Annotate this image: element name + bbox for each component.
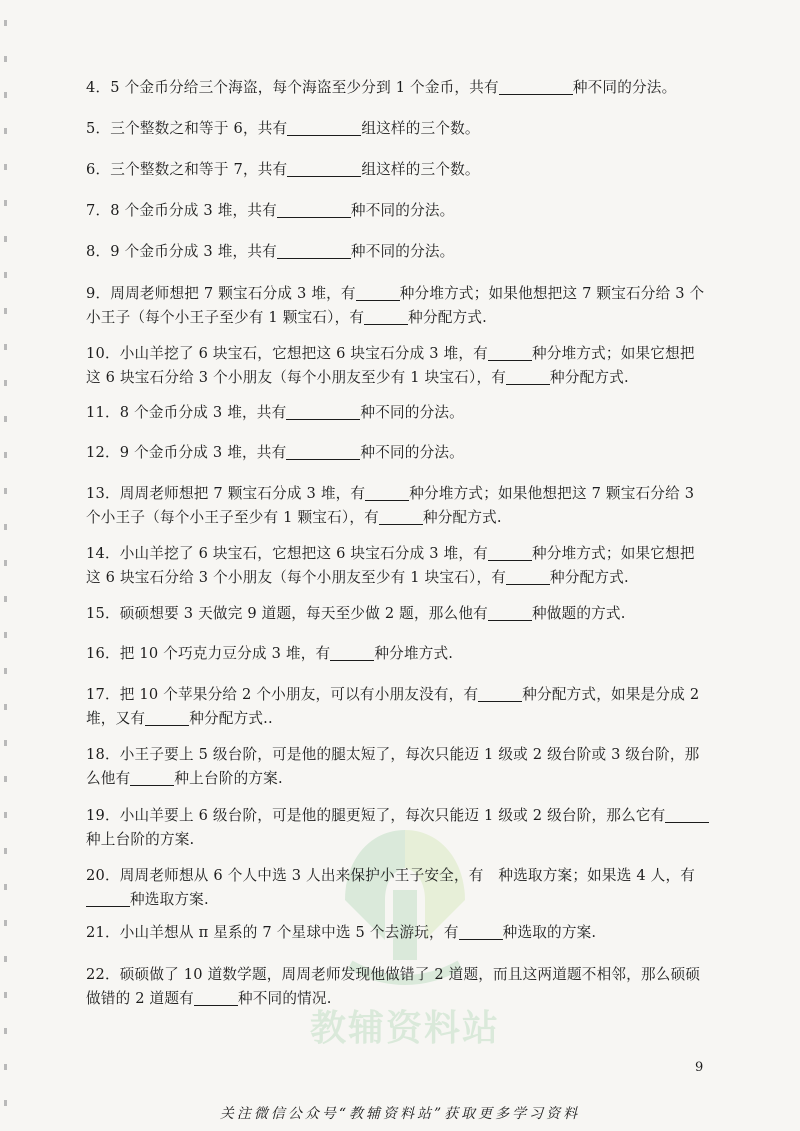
- problem-line: [86, 566, 716, 590]
- answer-blank: [499, 78, 573, 95]
- problem-p18: [86, 743, 716, 791]
- binding-mark: [4, 236, 7, 242]
- binding-mark: [4, 272, 7, 278]
- problem-text: 种上台阶的方案.: [86, 831, 195, 848]
- problem-text: 种分堆方式；如果它想把: [531, 545, 695, 562]
- binding-mark: [4, 308, 7, 314]
- problem-line: [86, 441, 716, 465]
- problem-p8: [86, 240, 716, 264]
- problem-p21: [86, 921, 716, 945]
- problem-text: 种不同的分法。: [350, 202, 455, 219]
- problem-p11: [86, 401, 716, 425]
- binding-mark: [4, 452, 7, 458]
- problem-line: [86, 987, 716, 1011]
- problem-line: [86, 506, 716, 530]
- problem-text: 15．硕硕想要 3 天做完 9 道题，每天至少做 2 题，那么他有: [86, 605, 488, 622]
- answer-blank: [665, 806, 709, 823]
- binding-mark: [4, 344, 7, 350]
- answer-blank: [506, 368, 550, 385]
- problem-line: [86, 542, 716, 566]
- problem-line: [86, 117, 716, 141]
- problem-p19: [86, 804, 716, 852]
- binding-mark: [4, 416, 7, 422]
- problem-text: 种分配方式.: [550, 369, 629, 386]
- problem-text: 17．把 10 个苹果分给 2 个小朋友，可以有小朋友没有，有: [86, 686, 479, 703]
- problem-text: 这 6 块宝石分给 3 个小朋友（每个小朋友至少有 1 块宝石），有: [86, 369, 507, 386]
- binding-mark: [4, 884, 7, 890]
- binding-mark: [4, 380, 7, 386]
- problem-line: [86, 240, 716, 264]
- answer-blank: [286, 443, 360, 460]
- answer-blank: [364, 308, 408, 325]
- answer-blank: [330, 644, 374, 661]
- problem-line: [86, 828, 716, 852]
- problem-text: 这 6 块宝石分给 3 个小朋友（每个小朋友至少有 1 块宝石），有: [86, 569, 507, 586]
- problem-line: [86, 76, 716, 100]
- problem-line: [86, 199, 716, 223]
- problem-text: 种分配方式..: [189, 710, 273, 727]
- binding-mark: [4, 956, 7, 962]
- binding-mark: [4, 56, 7, 62]
- problem-text: 9．周周老师想把 7 颗宝石分成 3 堆，有: [86, 285, 356, 302]
- problem-text: 种做题的方式.: [531, 605, 626, 622]
- binding-mark: [4, 704, 7, 710]
- problem-p15: [86, 602, 716, 626]
- binding-mark: [4, 200, 7, 206]
- binding-mark: [4, 164, 7, 170]
- problem-line: [86, 767, 716, 791]
- binding-mark: [4, 668, 7, 674]
- problem-text: 个小王子（每个小王子至少有 1 颗宝石），有: [86, 509, 379, 526]
- problem-text: 种不同的情况.: [237, 990, 332, 1007]
- answer-blank: [286, 403, 360, 420]
- problem-p12: [86, 441, 716, 465]
- answer-blank: [287, 160, 361, 177]
- answer-blank: [488, 344, 532, 361]
- problem-text: 11．8 个金币分成 3 堆，共有: [86, 404, 287, 421]
- problem-text: 种不同的分法。: [360, 404, 464, 421]
- problem-line: [86, 158, 716, 182]
- problem-line: [86, 888, 716, 912]
- answer-blank: [365, 484, 409, 501]
- watermark-text: 教辅资料站: [309, 1008, 500, 1049]
- problem-text: 种选取的方案.: [502, 924, 597, 941]
- problem-p6: [86, 158, 716, 182]
- problem-line: [86, 963, 716, 987]
- binding-marks: [4, 0, 10, 1131]
- problem-line: [86, 401, 716, 425]
- problem-text: 8．9 个金币分成 3 堆，共有: [86, 243, 277, 260]
- problem-text: 4．5 个金币分给三个海盗，每个海盗至少分到 1 个金币，共有: [86, 79, 499, 96]
- problem-p17: [86, 683, 716, 731]
- problem-line: [86, 921, 716, 945]
- binding-mark: [4, 524, 7, 530]
- problem-p14: [86, 542, 716, 590]
- problem-text: 小王子（每个小王子至少有 1 颗宝石），有: [86, 309, 365, 326]
- binding-mark: [4, 560, 7, 566]
- problem-p7: [86, 199, 716, 223]
- problem-text: 种分配方式.: [422, 509, 502, 526]
- problem-line: [86, 864, 716, 888]
- answer-blank: [277, 242, 351, 259]
- problem-p13: [86, 482, 716, 530]
- problem-line: [86, 282, 716, 306]
- answer-blank: [130, 769, 174, 786]
- problem-text: 种不同的分法。: [360, 444, 464, 461]
- problem-text: 种不同的分法。: [572, 79, 677, 96]
- problem-text: 组这样的三个数。: [361, 120, 480, 137]
- binding-mark: [4, 848, 7, 854]
- problem-text: 12．9 个金币分成 3 堆，共有: [86, 444, 287, 461]
- binding-mark: [4, 812, 7, 818]
- binding-mark: [4, 776, 7, 782]
- binding-mark: [4, 488, 7, 494]
- problem-text: 16．把 10 个巧克力豆分成 3 堆，有: [86, 645, 331, 662]
- problem-text: 7．8 个金币分成 3 堆，共有: [86, 202, 277, 219]
- problem-line: [86, 342, 716, 366]
- problem-p22: [86, 963, 716, 1011]
- answer-blank: [488, 544, 532, 561]
- problem-text: 22．硕硕做了 10 道数学题，周周老师发现他做错了 2 道题，而且这两道题不相邻，那么硕硕: [86, 966, 701, 983]
- binding-mark: [4, 1064, 7, 1070]
- answer-blank: [287, 119, 361, 136]
- binding-mark: [4, 128, 7, 134]
- answer-blank: [356, 284, 400, 301]
- problem-text: 种分配方式.: [550, 569, 629, 586]
- problem-text: 6．三个整数之和等于 7，共有: [86, 161, 288, 178]
- problem-text: 种分堆方式；如果它想把: [531, 345, 695, 362]
- problem-text: 种分堆方式；如果他想把这 7 颗宝石分给 3: [409, 485, 695, 502]
- problem-p16: [86, 642, 716, 666]
- answer-blank: [488, 604, 532, 621]
- answer-blank: [145, 709, 189, 726]
- answer-blank: [459, 923, 503, 940]
- answer-blank: [277, 201, 351, 218]
- problem-text: 10．小山羊挖了 6 块宝石，它想把这 6 块宝石分成 3 堆，有: [86, 345, 488, 362]
- binding-mark: [4, 920, 7, 926]
- answer-blank: [379, 508, 423, 525]
- problem-text: 堆，又有: [86, 710, 146, 727]
- problem-line: [86, 683, 716, 707]
- problem-p20: [86, 864, 716, 912]
- problem-text: 14．小山羊挖了 6 块宝石，它想把这 6 块宝石分成 3 堆，有: [86, 545, 488, 562]
- problem-line: [86, 482, 716, 506]
- problem-text: 20．周周老师想从 6 个人中选 3 人出来保护小王子安全，有 种选取方案；如果选 4 人，有: [86, 867, 696, 884]
- problem-text: 21．小山羊想从 π 星系的 7 个星球中选 5 个去游玩，有: [86, 924, 459, 941]
- binding-mark: [4, 992, 7, 998]
- problem-text: 19．小山羊要上 6 级台阶，可是他的腿更短了，每次只能迈 1 级或 2 级台阶，那么它有: [86, 807, 666, 824]
- problem-text: 组这样的三个数。: [361, 161, 480, 178]
- problem-text: 做错的 2 道题有: [86, 990, 194, 1007]
- binding-mark: [4, 740, 7, 746]
- answer-blank: [86, 890, 130, 907]
- problem-line: [86, 602, 716, 626]
- problem-text: 种不同的分法。: [350, 243, 455, 260]
- problem-p10: [86, 342, 716, 390]
- problem-line: [86, 642, 716, 666]
- footer-note: 关注微信公众号“教辅资料站”获取更多学习资料: [219, 1106, 581, 1122]
- problem-line: [86, 804, 716, 828]
- problem-p9: [86, 282, 716, 330]
- answer-blank: [478, 685, 522, 702]
- problem-text: 种上台阶的方案.: [174, 770, 283, 787]
- binding-mark: [4, 20, 7, 26]
- problem-text: 5．三个整数之和等于 6，共有: [86, 120, 288, 137]
- problem-line: [86, 366, 716, 390]
- problem-text: 种选取方案.: [130, 891, 209, 908]
- problem-text: 13．周周老师想把 7 颗宝石分成 3 堆，有: [86, 485, 366, 502]
- problem-text: 种分堆方式.: [374, 645, 454, 662]
- problem-text: 么他有: [86, 770, 131, 787]
- problem-text: 种分配方式.: [408, 309, 487, 326]
- problem-text: 种分堆方式；如果他想把这 7 颗宝石分给 3 个: [399, 285, 705, 302]
- binding-mark: [4, 632, 7, 638]
- answer-blank: [194, 989, 238, 1006]
- problem-line: [86, 306, 716, 330]
- answer-blank: [506, 568, 550, 585]
- binding-mark: [4, 92, 7, 98]
- page-number: 9: [695, 1060, 704, 1075]
- problem-line: [86, 743, 716, 767]
- problem-text: 种分配方式，如果是分成 2: [522, 686, 700, 703]
- problem-text: 18．小王子要上 5 级台阶，可是他的腿太短了，每次只能迈 1 级或 2 级台阶或 3 级台阶，那: [86, 746, 700, 763]
- binding-mark: [4, 1028, 7, 1034]
- problem-line: [86, 707, 716, 731]
- problem-p4: [86, 76, 716, 100]
- problem-p5: [86, 117, 716, 141]
- binding-mark: [4, 596, 7, 602]
